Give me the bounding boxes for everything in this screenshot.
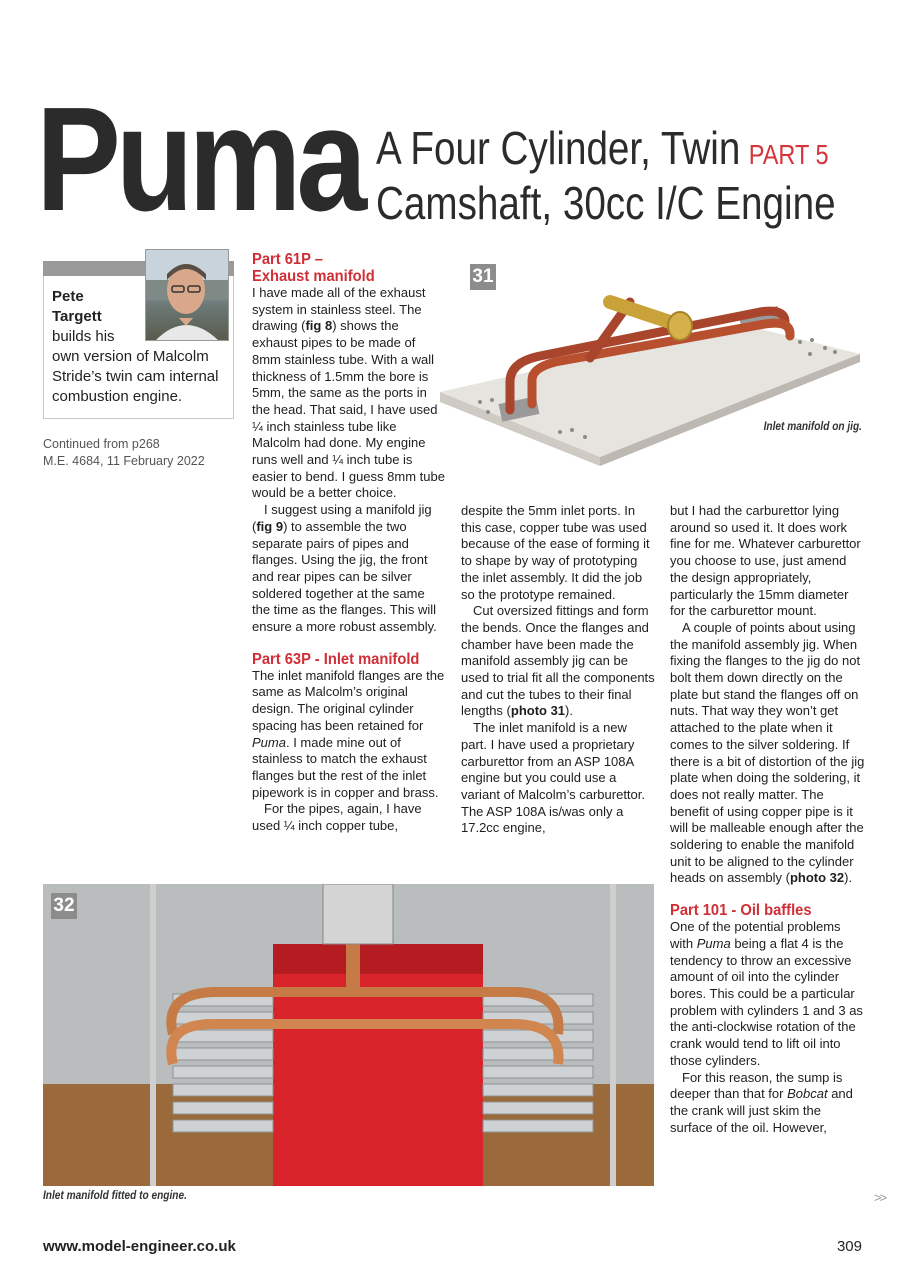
author-bio — [52, 287, 228, 407]
article-column-3 — [670, 503, 866, 1136]
photo-31 — [440, 262, 870, 480]
author-blurb-line-2: own version of Malcolm — [52, 348, 209, 365]
text-run: The inlet manifold flanges are the same as Malcolm’s original design. The original cylinder spacing has been retained for — [252, 667, 445, 733]
text-run: and the crank will just skim the surface of the oil. However, — [670, 1086, 853, 1135]
heading-part-61p-b: Exhaust manifold — [252, 268, 375, 285]
author-blurb-line-3: Stride’s twin cam internal — [52, 368, 219, 385]
text-run: . I made mine out of stainless to match the exhaust flanges but the rest of the inlet pipework is in copper and brass. — [252, 734, 439, 800]
continued-issue: M.E. 4684, 11 February 2022 — [43, 454, 205, 468]
subtitle — [376, 124, 836, 227]
article-column-2 — [461, 503, 656, 837]
part-label: PART 5 — [748, 139, 829, 170]
manifold-jig-illustration — [440, 262, 870, 480]
photo-32-number: 32 — [51, 893, 77, 919]
continued-from: Continued from p268 — [43, 437, 160, 451]
paragraph — [670, 620, 866, 887]
continued-note — [43, 436, 243, 470]
article-column-1 — [252, 251, 446, 835]
heading-part-101: Part 101 - Oil baffles — [670, 902, 812, 920]
figure-ref: fig 9 — [256, 518, 284, 534]
photo-32 — [43, 884, 654, 1186]
paragraph — [252, 502, 446, 636]
text-run: ). — [844, 870, 853, 886]
paragraph — [252, 668, 446, 802]
text-run: ). — [565, 703, 573, 719]
subtitle-line-1: A Four Cylinder, Twin — [376, 122, 741, 174]
subtitle-line-2: Camshaft, 30cc I/C Engine — [376, 177, 836, 229]
author-blurb-line-1: builds his — [52, 328, 115, 345]
photo-ref: photo 31 — [510, 703, 566, 719]
text-run: For this reason, the sump is deeper than that for — [670, 1069, 843, 1102]
author-first-name: Pete — [52, 288, 84, 305]
photo-ref: photo 32 — [789, 870, 845, 886]
text-run: ) to assemble the two separate pairs of pipes and flanges. Using the jig, the front and rear pipes can be silver soldered together at the same the time as the flanges. This will ensure a more robust assembly. — [252, 518, 437, 635]
figure-ref: fig 8 — [305, 318, 333, 334]
author-last-name: Targett — [52, 308, 102, 325]
text-run: I suggest using a manifold jig ( — [252, 502, 432, 534]
paragraph: despite the 5mm inlet ports. In this case, copper tube was used because of the ease of forming it to shape by way of prototyping the inlet assembly. It did the job so the prototype remained. — [461, 503, 650, 602]
italic-run: Bobcat — [787, 1086, 828, 1102]
photo-32-caption: Inlet manifold fitted to engine. — [43, 1190, 187, 1202]
paragraph — [670, 919, 866, 1069]
heading-part-61p-a: Part 61P – — [252, 251, 323, 268]
text-run: One of the potential problems with — [670, 919, 841, 951]
heading-part-63p: Part 63P - Inlet manifold — [252, 650, 420, 668]
text-run: being a flat 4 is the tendency to throw an excessive amount of oil into the cylinder bores. This could be a particular problem with cylinders 1 and 3 as the anti-clockwise rotation of the crank would tend to lift oil into those cylinders. — [670, 935, 863, 1068]
italic-run: Puma — [252, 734, 286, 750]
paragraph: but I had the carburettor lying around so used it. It does work fine for me. Whatever carburettor you choose to use, just amend the design appropriately, particularly the 15mm diameter for the carburettor mount. — [670, 503, 861, 619]
text-run: A couple of points about using the manifold assembly jig. When fixing the flanges to the jig do not bolt them down directly on the plate but stand the flanges off on nuts. That way they won’t get attached to the plate when it comes to the silver soldering. If there is a bit of distortion of the jig plate when doing the soldering, it does not really matter. The benefit of using copper pipe is it will be malleable enough after the soldering to enable the manifold unit to be aligned to the cylinder heads on assembly ( — [670, 619, 865, 886]
paragraph: For the pipes, again, I have used ¼ inch copper tube, — [252, 801, 422, 834]
page-title: Puma — [36, 77, 362, 242]
text-run: Cut oversized fittings and form the bends. Once the flanges and chamber have been made the manifold assembly jig can be used to trial fit all the components and cut the tubes to their final lengths ( — [461, 603, 655, 719]
continue-arrow-icon: >> — [874, 1190, 886, 1205]
paragraph — [252, 285, 446, 502]
italic-run: Puma — [696, 935, 731, 951]
footer-url[interactable]: www.model-engineer.co.uk — [43, 1238, 236, 1255]
text-run: ) shows the exhaust pipes to be made of 8mm stainless tube. With a wall thickness of 1.5mm the bore is 5mm, the same as the ports in the head. That said, I have used ¼ inch stainless tube like Malcolm had done. My engine runs well and ¼ inch tube is easier to bend. I guess 8mm tube would be a better choice. — [252, 318, 445, 501]
photo-31-number: 31 — [470, 264, 496, 290]
paragraph: The inlet manifold is a new part. I have used a proprietary carburettor from an ASP 108A engine but you could use a variant of Malcolm’s carburettor. The ASP 108A is/was only a 17.2cc engine, — [461, 720, 645, 836]
page-number: 309 — [836, 1238, 862, 1255]
engine-photo-illustration — [43, 884, 654, 1186]
paragraph — [670, 1070, 866, 1137]
photo-31-caption: Inlet manifold on jig. — [763, 421, 862, 433]
text-run: I have made all of the exhaust system in stainless steel. The drawing ( — [252, 285, 426, 334]
paragraph — [461, 603, 656, 720]
author-blurb-line-4: combustion engine. — [52, 388, 183, 405]
